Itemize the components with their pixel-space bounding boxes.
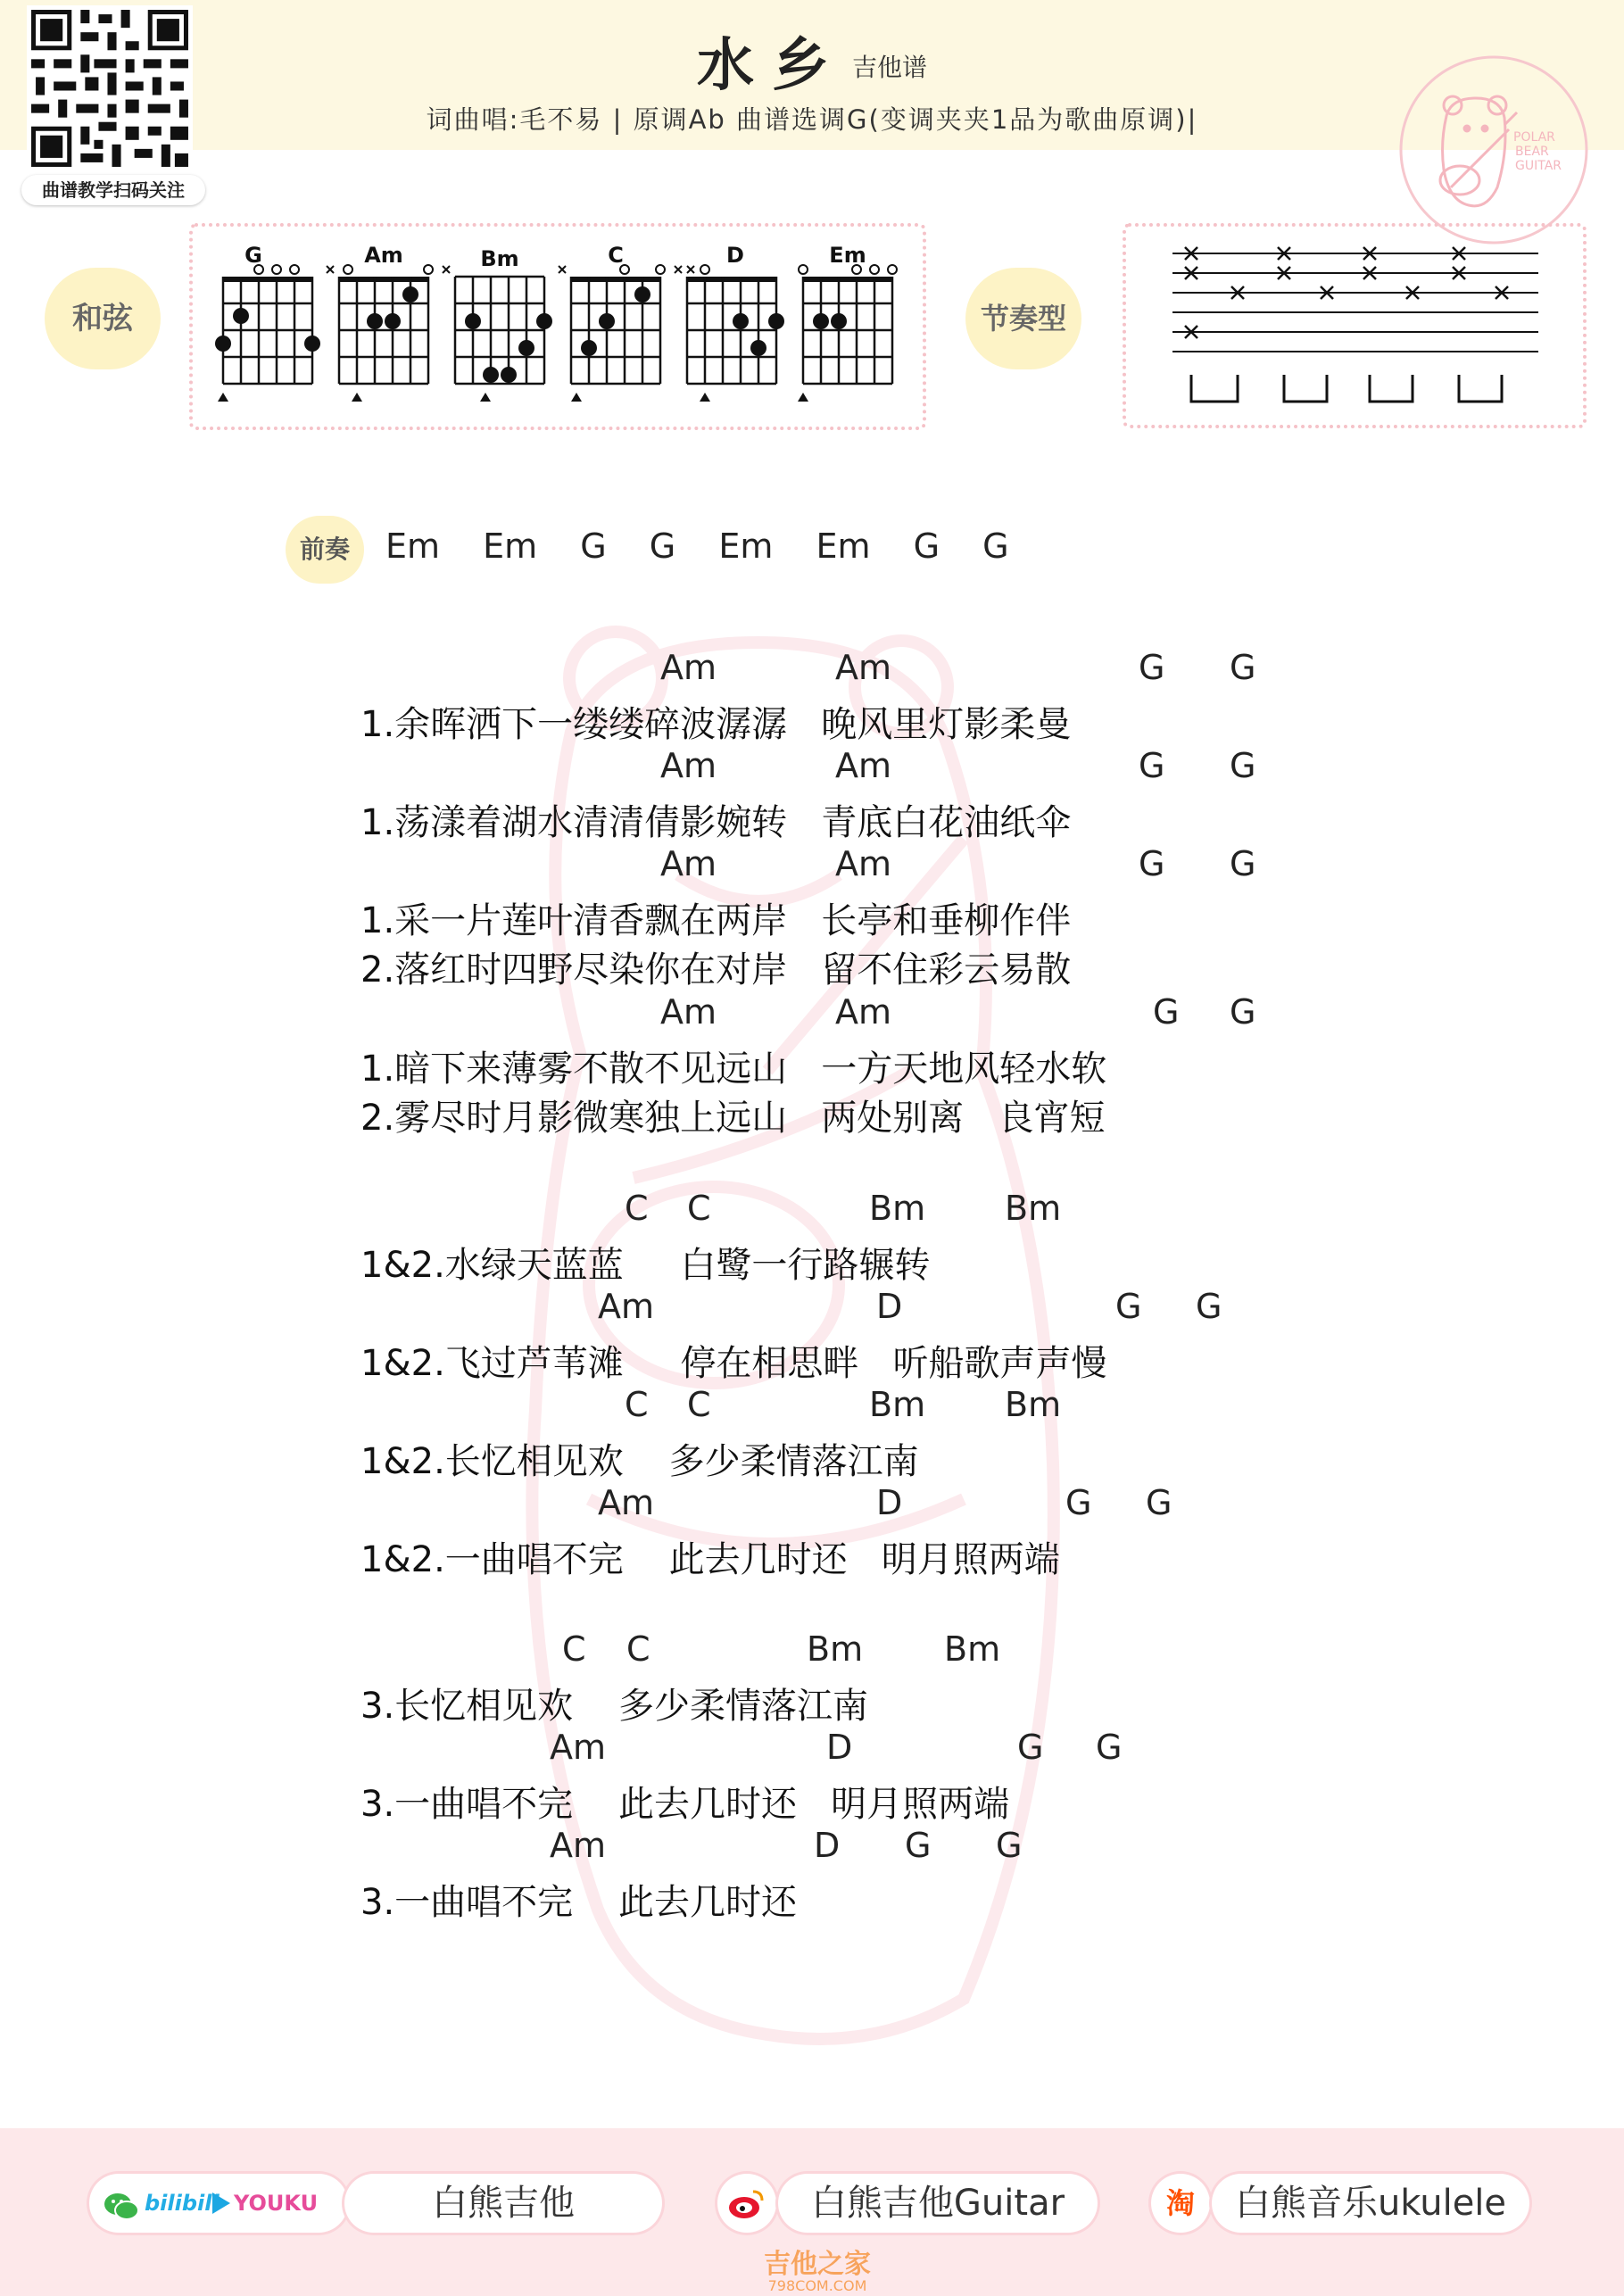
chord-symbol: C [625, 1189, 649, 1228]
chord-symbol: D [876, 1483, 903, 1522]
lyric-line: 1.荡漾着湖水清清倩影婉转 青底白花油纸伞 [360, 802, 1072, 843]
song-title: 水乡 [696, 33, 847, 99]
taobao-name-pill[interactable] [1212, 2174, 1529, 2233]
weibo-icon[interactable] [717, 2174, 776, 2233]
chord-symbol: G [1153, 992, 1180, 1032]
intro-chord: Em [718, 526, 774, 566]
chord-symbol: G [905, 1826, 932, 1865]
bilibili-logo: bilibili [145, 2191, 220, 2216]
intro-chord: Em [385, 526, 441, 566]
chord-symbol: Bm [869, 1385, 926, 1424]
chord-symbol: G [1146, 1483, 1172, 1522]
logo-text-1: POLAR [1513, 130, 1555, 145]
wechat-icon [104, 2186, 139, 2218]
chord-symbol: Am [660, 648, 717, 687]
chord-symbol: D [826, 1728, 853, 1767]
intro-chord: Em [816, 526, 871, 566]
chord-symbol: G [1139, 746, 1165, 785]
lyric-line: 2.落红时四野尽染你在对岸 留不住彩云易散 [360, 949, 1072, 991]
chord-diagram-em [798, 243, 897, 402]
chord-symbol: Am [660, 992, 717, 1032]
site-url: 798COM.COM [767, 2277, 867, 2294]
chord-symbol: Bm [1005, 1385, 1062, 1424]
rhythm-pattern-box [1123, 223, 1587, 428]
intro-chord: G [982, 526, 1009, 566]
chord-symbol: C [562, 1629, 586, 1669]
chord-diagram-bm [443, 246, 552, 402]
lyric-line: 1.暗下来薄雾不散不见远山 一方天地风轻水软 [360, 1049, 1107, 1090]
chord-name-g: G [244, 243, 262, 268]
chord-symbol: G [1230, 648, 1256, 687]
weibo-name-pill[interactable] [778, 2174, 1098, 2233]
youku-play-icon [212, 2192, 230, 2214]
lyric-line: 3.一曲唱不完 此去几时还 明月照两端 [360, 1784, 1010, 1825]
lyric-line: 3.长忆相见欢 多少柔情落江南 [360, 1686, 869, 1727]
chord-symbol: Am [835, 844, 892, 883]
chord-diagrams [193, 227, 923, 427]
polar-bear-guitar-logo [1397, 54, 1590, 246]
chord-symbol: Am [550, 1826, 607, 1865]
title-type: 吉他谱 [851, 53, 927, 82]
intro-chords [385, 526, 1041, 566]
site-watermark [746, 2242, 889, 2294]
chord-symbol: Am [835, 648, 892, 687]
chord-symbol: Am [550, 1728, 607, 1767]
chord-symbol: Am [835, 746, 892, 785]
intro-chord: G [649, 526, 676, 566]
chord-symbol: C [625, 1385, 649, 1424]
chord-symbol: Bm [1005, 1189, 1062, 1228]
taobao-char: 淘 [1165, 2186, 1195, 2220]
chord-diagram-am [327, 243, 433, 402]
weibo-name: 白熊吉他Guitar [810, 2183, 1065, 2224]
intro-chord: G [580, 526, 607, 566]
logo-text-3: GUITAR [1515, 159, 1562, 173]
chord-symbol: C [626, 1629, 650, 1669]
rhythm-label: 节奏型 [965, 268, 1081, 369]
lyric-line: 1.余晖洒下一缕缕碎波潺潺 晚风里灯影柔曼 [360, 704, 1072, 745]
lyric-line: 2.雾尽时月影微寒独上远山 两处别离 良宵短 [360, 1098, 1106, 1139]
chord-name-am: Am [364, 243, 403, 268]
chord-symbol: G [1017, 1728, 1044, 1767]
chord-symbol: Am [598, 1483, 655, 1522]
taobao-icon[interactable] [1151, 2174, 1210, 2233]
chord-symbol: G [1196, 1287, 1222, 1326]
chord-symbol: Bm [869, 1189, 926, 1228]
chord-diagrams-box [189, 223, 926, 430]
chord-symbol: Am [660, 844, 717, 883]
chord-name-d: D [726, 243, 744, 268]
chord-symbol: Bm [944, 1629, 1001, 1669]
chord-name-em: Em [829, 243, 866, 268]
chord-symbol: Am [598, 1287, 655, 1326]
youku-logo: YOUKU [234, 2191, 319, 2216]
chord-symbol: G [1065, 1483, 1092, 1522]
channel-name-pill[interactable] [344, 2174, 662, 2233]
chord-diagram-g [215, 243, 320, 402]
chord-symbol: G [1230, 746, 1256, 785]
lyric-line: 1&2.水绿天蓝蓝 白鹭一行路辗转 [360, 1245, 931, 1286]
chord-name-c: C [608, 243, 624, 268]
qr-caption: 曲谱教学扫码关注 [21, 175, 205, 205]
title-block [0, 20, 1624, 102]
chord-symbol: G [1230, 844, 1256, 883]
lyric-line: 3.一曲唱不完 此去几时还 [360, 1882, 798, 1923]
chord-symbol: D [876, 1287, 903, 1326]
chord-symbol: G [1096, 1728, 1123, 1767]
taobao-name: 白熊音乐ukulele [1234, 2183, 1507, 2224]
intro-label: 前奏 [286, 516, 364, 584]
chord-symbol: C [687, 1385, 711, 1424]
chord-symbol: Am [835, 992, 892, 1032]
chord-symbol: G [1139, 844, 1165, 883]
chord-symbol: C [687, 1189, 711, 1228]
platforms-pill[interactable] [89, 2174, 348, 2233]
intro-chord: G [913, 526, 940, 566]
chord-symbol: D [814, 1826, 841, 1865]
intro-chord: Em [483, 526, 538, 566]
chord-symbol: G [1115, 1287, 1142, 1326]
logo-text-2: BEAR [1515, 145, 1549, 159]
chord-symbol: G [996, 1826, 1023, 1865]
rhythm-pattern [1126, 227, 1583, 425]
chord-symbol: G [1139, 648, 1165, 687]
chord-symbol: Bm [807, 1629, 864, 1669]
lyric-line: 1&2.一曲唱不完 此去几时还 明月照两端 [360, 1539, 1060, 1580]
chord-symbol: G [1230, 992, 1256, 1032]
chord-diagram-d [675, 243, 784, 402]
lyric-line: 1&2.长忆相见欢 多少柔情落江南 [360, 1441, 919, 1482]
chords-label: 和弦 [45, 268, 161, 369]
chord-name-bm: Bm [480, 246, 519, 271]
chord-diagram-c [559, 243, 665, 402]
chord-symbol: Am [660, 746, 717, 785]
lyric-line: 1.采一片莲叶清香飘在两岸 长亭和垂柳作伴 [360, 900, 1072, 941]
channel-name: 白熊吉他 [432, 2183, 575, 2224]
song-subtitle: 词曲唱:毛不易 | 原调Ab 曲谱选调G(变调夹夹1品为歌曲原调)| [426, 104, 1198, 135]
site-name: 吉他之家 [764, 2249, 871, 2280]
lyric-line: 1&2.飞过芦苇滩 停在相思畔 听船歌声声慢 [360, 1343, 1107, 1384]
